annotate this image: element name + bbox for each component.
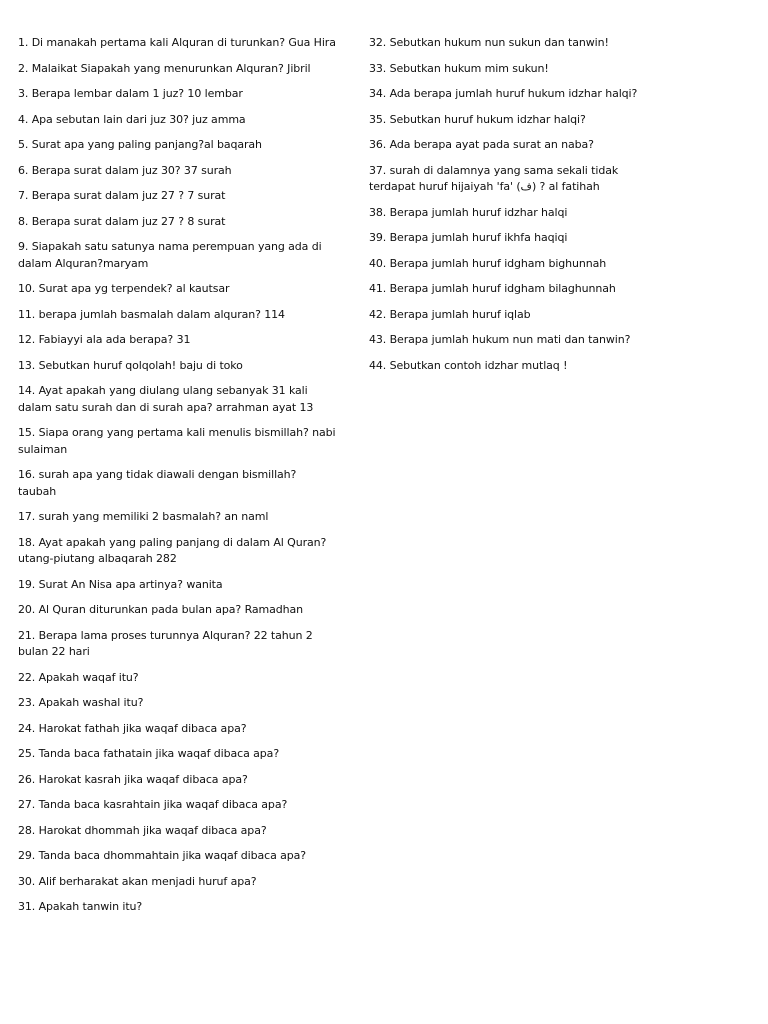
question-item: 36. Ada berapa ayat pada surat an naba?: [369, 138, 594, 151]
question-item: 9. Siapakah satu satunya nama perempuan yang ada di dalam Alquran?maryam: [18, 240, 322, 270]
question-item: 40. Berapa jumlah huruf idgham bighunnah: [369, 256, 607, 270]
question-item: 39. Berapa jumlah huruf ikhfa haqiqi: [369, 231, 568, 244]
question-item: 21. Berapa lama proses turunnya Alquran? 22 tahun 2 bulan 22 hari: [18, 628, 313, 658]
question-item: 24. Harokat fathah jika waqaf dibaca apa?: [18, 721, 247, 735]
question-item: 4. Apa sebutan lain dari juz 30? juz amma: [18, 112, 246, 126]
question-item: 26. Harokat kasrah jika waqaf dibaca apa?: [18, 772, 248, 786]
question-item: 11. berapa jumlah basmalah dalam alquran? 114: [18, 307, 285, 321]
question-item: 2. Malaikat Siapakah yang menurunkan Alquran? Jibril: [18, 61, 311, 75]
question-item: 27. Tanda baca kasrahtain jika waqaf dibaca apa?: [18, 798, 288, 811]
question-list-right: [369, 35, 659, 383]
question-item: 22. Apakah waqaf itu?: [18, 670, 139, 684]
question-item: 43. Berapa jumlah hukum nun mati dan tanwin?: [369, 333, 631, 346]
question-item: 32. Sebutkan hukum nun sukun dan tanwin!: [369, 36, 609, 49]
question-item: 13. Sebutkan huruf qolqolah! baju di toko: [18, 358, 243, 372]
question-item: 5. Surat apa yang paling panjang?al baqarah: [18, 138, 262, 151]
question-list-left: [18, 35, 336, 925]
question-item: 23. Apakah washal itu?: [18, 696, 144, 709]
question-item: 44. Sebutkan contoh idzhar mutlaq !: [369, 358, 568, 372]
question-item: 33. Sebutkan hukum mim sukun!: [369, 61, 549, 75]
question-item: 35. Sebutkan huruf hukum idzhar halqi?: [369, 112, 586, 126]
question-item: 8. Berapa surat dalam juz 27 ? 8 surat: [18, 214, 226, 228]
question-item: 16. surah apa yang tidak diawali dengan bismillah? taubah: [18, 468, 297, 498]
question-item: 1. Di manakah pertama kali Alquran di turunkan? Gua Hira: [18, 36, 336, 49]
question-item: 37. surah di dalamnya yang sama sekali tidak terdapat huruf hijaiyah 'fa' (ف) ? al fatihah: [369, 163, 619, 193]
question-item: 17. surah yang memiliki 2 basmalah? an naml: [18, 510, 269, 523]
question-item: 31. Apakah tanwin itu?: [18, 900, 143, 913]
question-item: 19. Surat An Nisa apa artinya? wanita: [18, 577, 223, 591]
question-item: 6. Berapa surat dalam juz 30? 37 surah: [18, 163, 232, 177]
question-item: 41. Berapa jumlah huruf idgham bilaghunnah: [369, 282, 616, 295]
question-item: 25. Tanda baca fathatain jika waqaf dibaca apa?: [18, 747, 280, 760]
question-item: 10. Surat apa yg terpendek? al kautsar: [18, 282, 230, 295]
question-item: 7. Berapa surat dalam juz 27 ? 7 surat: [18, 189, 226, 202]
question-item: 28. Harokat dhommah jika waqaf dibaca apa?: [18, 823, 267, 837]
question-item: 34. Ada berapa jumlah huruf hukum idzhar halqi?: [369, 87, 638, 100]
question-item: 3. Berapa lembar dalam 1 juz? 10 lembar: [18, 87, 243, 100]
question-item: 38. Berapa jumlah huruf idzhar halqi: [369, 205, 568, 219]
question-item: 18. Ayat apakah yang paling panjang di dalam Al Quran? utang-piutang albaqarah 282: [18, 535, 327, 565]
question-item: 20. Al Quran diturunkan pada bulan apa? Ramadhan: [18, 603, 304, 616]
question-item: 15. Siapa orang yang pertama kali menulis bismillah? nabi sulaiman: [18, 426, 336, 456]
question-item: 29. Tanda baca dhommahtain jika waqaf dibaca apa?: [18, 849, 307, 862]
question-item: 14. Ayat apakah yang diulang ulang sebanyak 31 kali dalam satu surah dan di surah apa? arrahman ayat 13: [18, 384, 314, 414]
question-item: 12. Fabiayyi ala ada berapa? 31: [18, 333, 191, 346]
question-item: 30. Alif berharakat akan menjadi huruf apa?: [18, 874, 257, 888]
question-item: 42. Berapa jumlah huruf iqlab: [369, 307, 531, 321]
